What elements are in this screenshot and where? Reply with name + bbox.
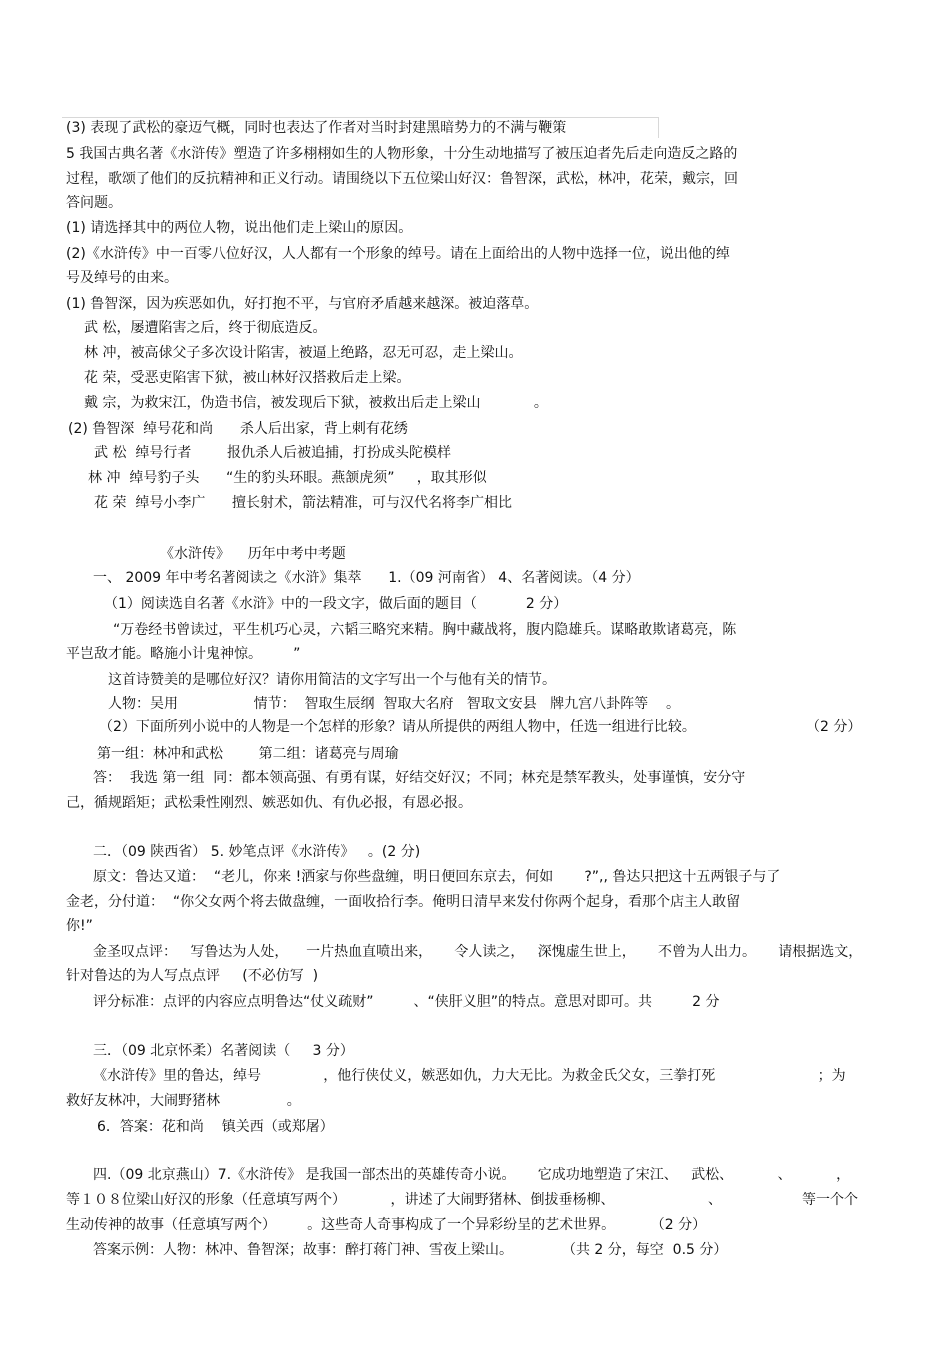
text-line-38: 救好友林冲，大闹野猪林 。 xyxy=(66,1093,301,1109)
text-line-2: 5 我国古典名著《水浒传》塑造了许多栩栩如生的人物形象，十分生动地描写了被压迫者先后走向造反之路的 xyxy=(66,146,738,162)
text-line-34: 针对鲁达的为人写点点评 (不必仿写 ) xyxy=(66,968,319,984)
text-line-4: 答问题。 xyxy=(66,195,122,211)
text-line-29: 二．（09 陕西省） 5. 妙笔点评《水浒传》 。(2 分) xyxy=(93,844,421,860)
text-line-24: （2）下面所列小说中的人物是一个怎样的形象？请从所提供的两组人物中，任选一组进行比较。 xyxy=(99,719,696,735)
text-line-27: 答： 我选 第一组 同：都本领高强、有勇有谋，好结交好汉；不同；林充是禁军教头，处事谨慎，安分守 xyxy=(93,770,746,786)
text-line-16: 花 荣 绰号小李广 擅长射术，箭法精准，可与汉代名将李广相比 xyxy=(94,495,513,511)
text-line-37: 《水浒传》里的鲁达，绰号 ，他行侠仗义，嫉恶如仇，力大无比。为救金氏父女，三拳打死 ；为 xyxy=(93,1068,846,1084)
text-line-21: 平岂敌才能。略施小计鬼神惊。 ” xyxy=(66,646,301,662)
text-line-13: (2) 鲁智深 绰号花和尚 杀人后出家，背上刺有花绣 xyxy=(68,421,408,437)
text-line-23: 人物：吴用 情节： 智取生辰纲 智取大名府 智取文安县 牌九宫八卦阵等 。 xyxy=(108,696,680,712)
text-line-32: 你!” xyxy=(66,918,93,934)
text-line-11: 花 荣，受恶吏陷害下狱，被山林好汉搭救后走上梁。 xyxy=(84,370,411,386)
text-line-30: 原文：鲁达又道： “老儿，你来 !洒家与你些盘缠，明日便回东京去，何如 ?”,, 鲁达只把这十五两银子与了 xyxy=(93,869,781,885)
text-line-36: 三．（09 北京怀柔）名著阅读（ 3 分） xyxy=(93,1043,354,1059)
text-line-33: 金圣叹点评： 写鲁达为人处， 一片热血直喷出来， 令人读之， 深愧虚生世上， 不曾为人出力。 请根据选文， xyxy=(93,944,863,960)
text-line-10: 林 冲，被高俅父子多次设计陷害，被逼上绝路，忍无可忍，走上梁山。 xyxy=(84,345,523,361)
text-line-20: “万卷经书曾读过，平生机巧心灵，六韬三略究来精。胸中藏战将，腹内隐雄兵。谋略敢欺诸葛亮，陈 xyxy=(113,622,737,638)
text-line-5: (1) 请选择其中的两位人物，说出他们走上梁山的原因。 xyxy=(66,220,413,236)
text-line-1: (3) 表现了武松的豪迈气概，同时也表达了作者对当时封建黑暗势力的不满与鞭策 xyxy=(66,120,567,136)
text-line-40: 四.（09 北京燕山）7.《水浒传》 是我国一部杰出的英雄传奇小说。 它成功地塑造了宋江、 武松、 、 ， xyxy=(93,1167,851,1183)
text-line-42: 生动传神的故事（任意填写两个） 。这些奇人奇事构成了一个异彩纷呈的艺术世界。 （2 分） xyxy=(66,1217,707,1233)
text-line-7: 号及绰号的由来。 xyxy=(66,270,178,286)
text-line-12: 戴 宗，为救宋江，伪造书信，被发现后下狱，被救出后走上梁山 。 xyxy=(84,395,548,411)
text-line-43: 答案示例：人物：林冲、鲁智深；故事：醉打蒋门神、雪夜上梁山。 （共 2 分，每空 0.5 分） xyxy=(93,1242,728,1258)
text-line-8: (1) 鲁智深，因为疾恶如仇，好打抱不平，与官府矛盾越来越深。被迫落草。 xyxy=(66,296,539,312)
text-line-35: 评分标准：点评的内容应点明鲁达“仗义疏财” 、“侠肝义胆”的特点。意思对即可。共 2 分 xyxy=(93,994,720,1010)
text-line-31: 金老，分付道： “你父女两个将去做盘缠，一面收拾行李。俺明日清早来发付你两个起身，看那个店主人敢留 xyxy=(66,894,741,910)
text-line-19: （1）阅读选自名著《水浒》中的一段文字，做后面的题目（ 2 分） xyxy=(104,596,568,612)
text-line-3: 过程，歌颂了他们的反抗精神和正义行动。请围绕以下五位梁山好汉：鲁智深，武松，林冲，花荣，戴宗，回 xyxy=(66,171,738,187)
text-line-6: (2)《水浒传》中一百零八位好汉，人人都有一个形象的绰号。请在上面给出的人物中选择一位，说出他的绰 xyxy=(66,246,730,262)
text-line-22: 这首诗赞美的是哪位好汉？请你用简洁的文字写出一个与他有关的情节。 xyxy=(108,672,556,688)
text-line-26: 第一组：林冲和武松 第二组：诸葛亮与周瑜 xyxy=(97,746,399,762)
section-title: 《水浒传》 历年中考中考题 xyxy=(160,546,346,562)
text-line-9: 武 松，屡遭陷害之后，终于彻底造反。 xyxy=(84,320,327,336)
text-line-15: 林 冲 绰号豹子头 “生的豹头环眼。燕颔虎须” ，取其形似 xyxy=(88,470,487,486)
text-line-39: 6．答案：花和尚 镇关西（或郑屠） xyxy=(97,1119,334,1135)
text-line-18: 一、 2009 年中考名著阅读之《水浒》集萃 1.（09 河南省） 4、名著阅读。（4 分） xyxy=(93,570,640,586)
text-line-41: 等１０８位梁山好汉的形象（任意填写两个） ，讲述了大闹野猪林、倒拔垂杨柳、 、 等一个个 xyxy=(66,1192,859,1208)
points-label: （2 分） xyxy=(806,719,862,735)
text-line-28: 己，循规蹈矩；武松秉性刚烈、嫉恶如仇、有仇必报，有恩必报。 xyxy=(66,795,472,811)
text-line-14: 武 松 绰号行者 报仇杀人后被追捕，打扮成头陀模样 xyxy=(94,445,451,461)
